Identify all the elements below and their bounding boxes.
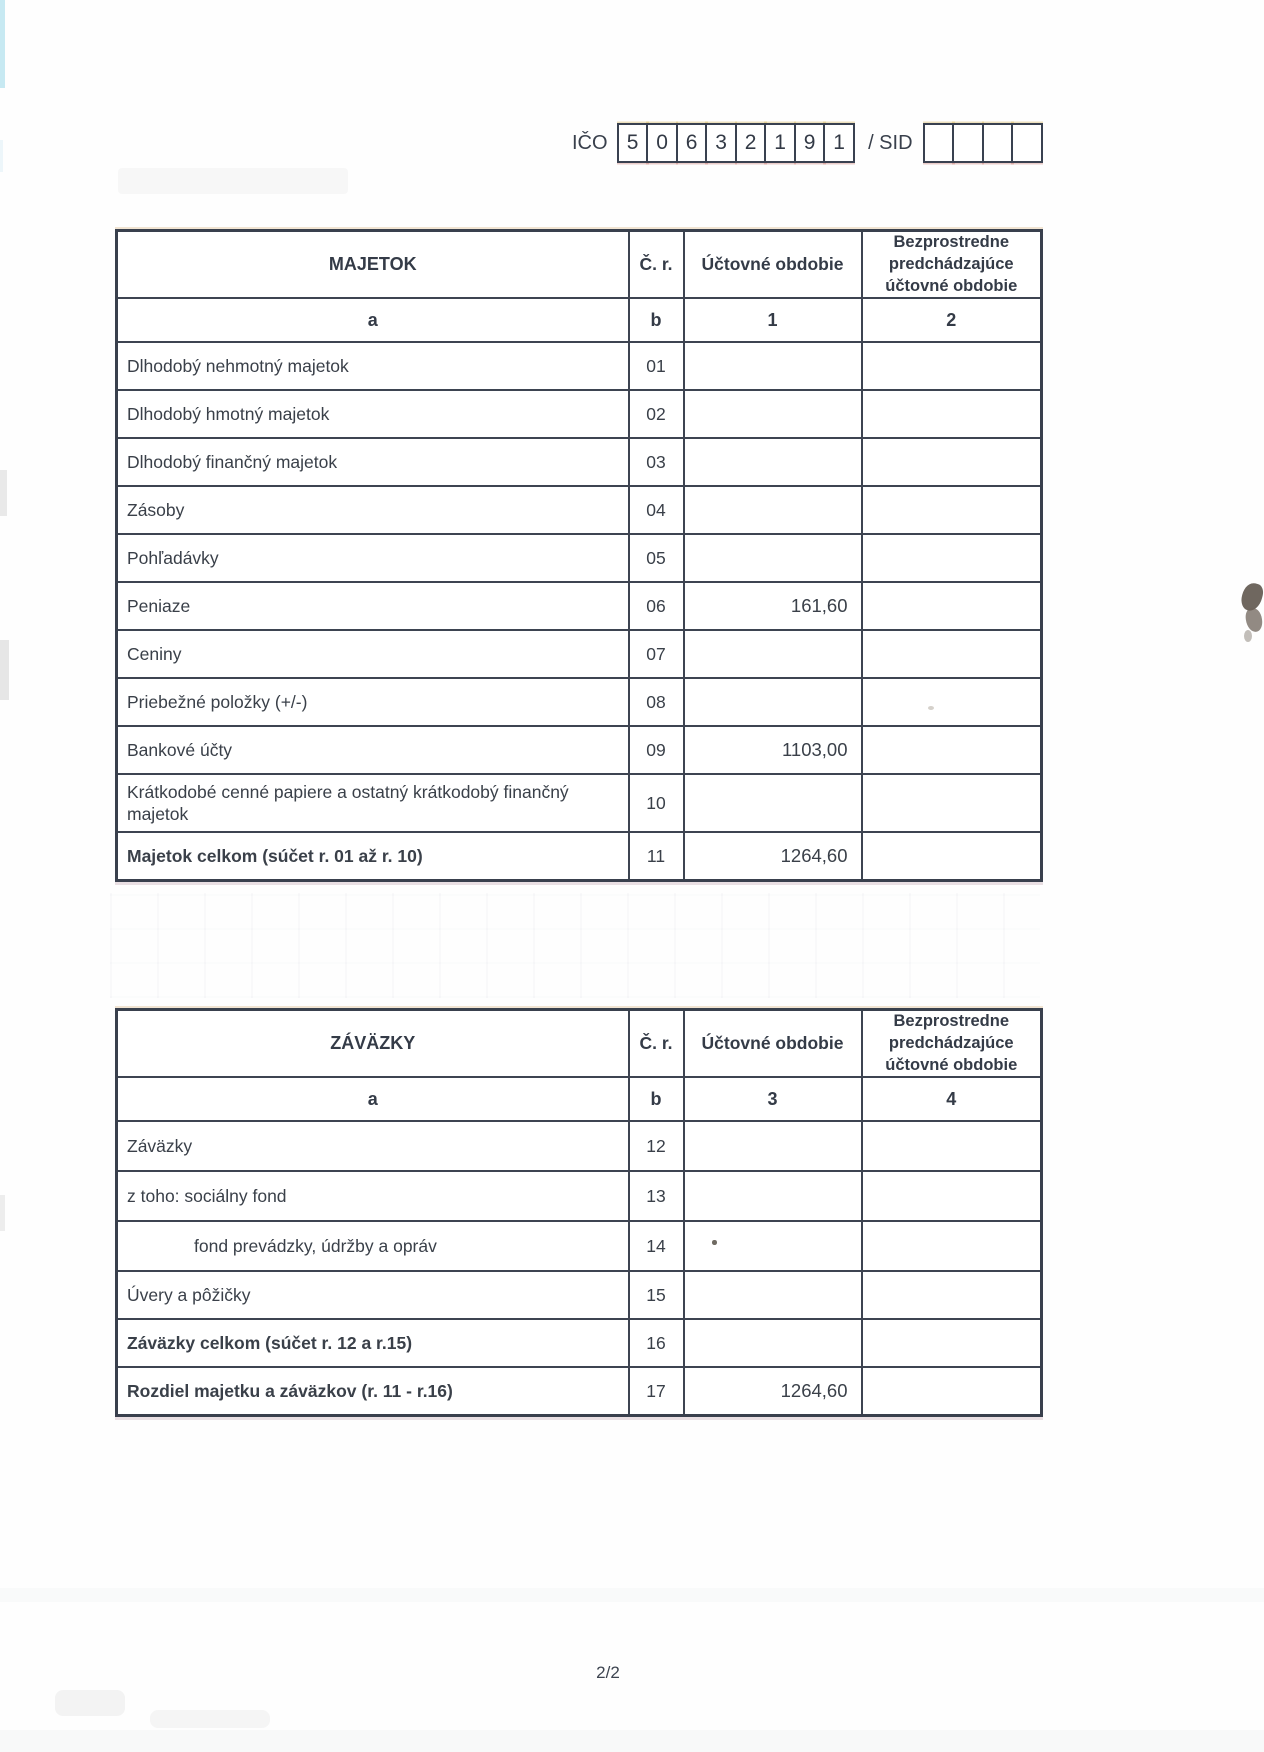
- row-value-previous: [862, 1319, 1042, 1367]
- row-number: 06: [629, 582, 684, 630]
- row-number: 09: [629, 726, 684, 774]
- row-value-previous: [862, 390, 1042, 438]
- row-value-current: [684, 438, 862, 486]
- sid-box-empty: [952, 123, 984, 163]
- row-label: Zásoby: [117, 486, 629, 534]
- row-number: 15: [629, 1271, 684, 1319]
- ico-sid-row: [572, 120, 1043, 166]
- scan-edge-artifact: [0, 0, 5, 88]
- table-row: [117, 342, 1042, 390]
- table-row: [117, 774, 1042, 832]
- row-label: Majetok celkom (súčet r. 01 až r. 10): [117, 832, 629, 880]
- subheader-a: a: [117, 298, 629, 342]
- row-number: 10: [629, 774, 684, 832]
- row-value-previous: [862, 726, 1042, 774]
- subheader-b: b: [629, 298, 684, 342]
- row-number: 11: [629, 832, 684, 880]
- row-value-current: 1264,60: [684, 832, 862, 880]
- scan-edge-artifact: [0, 640, 9, 700]
- subheader-3: 3: [684, 1077, 862, 1121]
- ink-blob-artifact: [1239, 581, 1264, 613]
- col-header-previous-period: Bezprostredne predchádzajúce účtovné obdobie: [862, 1010, 1042, 1078]
- row-value-previous: [862, 534, 1042, 582]
- row-value-current: [684, 1271, 862, 1319]
- row-value-previous: [862, 582, 1042, 630]
- row-label: Dlhodobý nehmotný majetok: [117, 342, 629, 390]
- row-number: 01: [629, 342, 684, 390]
- majetok-table: [115, 229, 1043, 882]
- table-total-row: [117, 832, 1042, 880]
- subheader-2: 2: [862, 298, 1042, 342]
- zavazky-title: ZÁVÄZKY: [117, 1010, 629, 1078]
- scan-edge-artifact: [0, 1195, 5, 1231]
- row-label: Priebežné položky (+/-): [117, 678, 629, 726]
- scan-smudge: [150, 1710, 270, 1728]
- col-header-current-period: Účtovné obdobie: [684, 231, 862, 299]
- table-row: [117, 534, 1042, 582]
- row-value-previous: [862, 1367, 1042, 1415]
- row-value-current: [684, 678, 862, 726]
- row-number: 08: [629, 678, 684, 726]
- row-value-previous: [862, 1221, 1042, 1271]
- row-value-previous: [862, 774, 1042, 832]
- subheader-4: 4: [862, 1077, 1042, 1121]
- sid-box-empty: [923, 123, 955, 163]
- row-value-current: [684, 1319, 862, 1367]
- row-number: 02: [629, 390, 684, 438]
- row-value-previous: [862, 1171, 1042, 1221]
- ico-digit-box: 1: [823, 123, 855, 163]
- row-value-current: [684, 1121, 862, 1171]
- row-label: Rozdiel majetku a záväzkov (r. 11 - r.16): [117, 1367, 629, 1415]
- row-value-current: [684, 390, 862, 438]
- col-header-current-period: Účtovné obdobie: [684, 1010, 862, 1078]
- table-subheader-row: [117, 298, 1042, 342]
- row-value-previous: [862, 678, 1042, 726]
- table-row: [117, 486, 1042, 534]
- table-subheader-row: [117, 1077, 1042, 1121]
- scan-band: [0, 1588, 1264, 1602]
- row-number: 13: [629, 1171, 684, 1221]
- row-label: z toho: sociálny fond: [117, 1171, 629, 1221]
- ico-digit-box: 2: [735, 123, 767, 163]
- row-value-current: [684, 342, 862, 390]
- row-number: 05: [629, 534, 684, 582]
- col-header-cr: Č. r.: [629, 231, 684, 299]
- row-number: 03: [629, 438, 684, 486]
- majetok-title: MAJETOK: [117, 231, 629, 299]
- ink-blob-artifact: [1244, 607, 1263, 633]
- table-row: [117, 582, 1042, 630]
- ico-digit-box: 1: [764, 123, 796, 163]
- row-value-current: 161,60: [684, 582, 862, 630]
- table-header-row: [117, 1010, 1042, 1078]
- scan-smudge: [118, 168, 348, 194]
- table-header-row: [117, 231, 1042, 299]
- row-label: Záväzky celkom (súčet r. 12 a r.15): [117, 1319, 629, 1367]
- sid-box-empty: [1011, 123, 1043, 163]
- table-row: [117, 390, 1042, 438]
- row-value-current: [684, 534, 862, 582]
- ico-digit-box: 6: [676, 123, 708, 163]
- row-label: Záväzky: [117, 1121, 629, 1171]
- sid-box-empty: [982, 123, 1014, 163]
- row-value-current: [684, 1221, 862, 1271]
- row-label: Dlhodobý hmotný majetok: [117, 390, 629, 438]
- table-row: [117, 1221, 1042, 1271]
- row-label: Krátkodobé cenné papiere a ostatný krátkodobý finančný majetok: [117, 774, 629, 832]
- ico-digit-box: 3: [705, 123, 737, 163]
- row-label: Ceniny: [117, 630, 629, 678]
- row-label: Dlhodobý finančný majetok: [117, 438, 629, 486]
- row-number: 14: [629, 1221, 684, 1271]
- row-value-previous: [862, 342, 1042, 390]
- zavazky-table: [115, 1008, 1043, 1417]
- row-value-previous: [862, 832, 1042, 880]
- row-value-previous: [862, 486, 1042, 534]
- row-number: 07: [629, 630, 684, 678]
- col-header-cr: Č. r.: [629, 1010, 684, 1078]
- scan-edge-artifact: [0, 140, 3, 172]
- scan-smudge: [55, 1690, 125, 1716]
- row-number: 16: [629, 1319, 684, 1367]
- row-value-previous: [862, 438, 1042, 486]
- row-value-previous: [862, 1121, 1042, 1171]
- row-label: Peniaze: [117, 582, 629, 630]
- row-value-previous: [862, 630, 1042, 678]
- ico-digit-box: 0: [646, 123, 678, 163]
- subheader-b: b: [629, 1077, 684, 1121]
- table-row: [117, 438, 1042, 486]
- row-value-current: [684, 486, 862, 534]
- row-value-current: 1264,60: [684, 1367, 862, 1415]
- scan-band: [0, 1730, 1264, 1752]
- table-row: [117, 630, 1042, 678]
- table-row: [117, 1271, 1042, 1319]
- sid-label: / SID: [868, 131, 913, 154]
- table-total-row: [117, 1319, 1042, 1367]
- row-number: 04: [629, 486, 684, 534]
- row-value-current: [684, 630, 862, 678]
- row-value-current: 1103,00: [684, 726, 862, 774]
- table-row: [117, 678, 1042, 726]
- row-value-previous: [862, 1271, 1042, 1319]
- col-header-previous-period: Bezprostredne predchádzajúce účtovné obdobie: [862, 231, 1042, 299]
- ico-label: IČO: [572, 131, 608, 154]
- table-row: [117, 1121, 1042, 1171]
- page-number: 2/2: [596, 1663, 620, 1682]
- subheader-a: a: [117, 1077, 629, 1121]
- row-label: Bankové účty: [117, 726, 629, 774]
- subheader-1: 1: [684, 298, 862, 342]
- table-row: [117, 1171, 1042, 1221]
- row-label: Úvery a pôžičky: [117, 1271, 629, 1319]
- row-number: 17: [629, 1367, 684, 1415]
- ink-blob-artifact: [1244, 630, 1252, 642]
- ico-digit-box: 9: [794, 123, 826, 163]
- row-value-current: [684, 774, 862, 832]
- table-difference-row: [117, 1367, 1042, 1415]
- row-label: fond prevádzky, údržby a opráv: [117, 1221, 629, 1271]
- row-number: 12: [629, 1121, 684, 1171]
- table-row: [117, 726, 1042, 774]
- scan-ghosting: [110, 893, 1040, 998]
- scan-edge-artifact: [0, 470, 7, 516]
- row-label: Pohľadávky: [117, 534, 629, 582]
- ico-digit-box: 5: [617, 123, 649, 163]
- row-value-current: [684, 1171, 862, 1221]
